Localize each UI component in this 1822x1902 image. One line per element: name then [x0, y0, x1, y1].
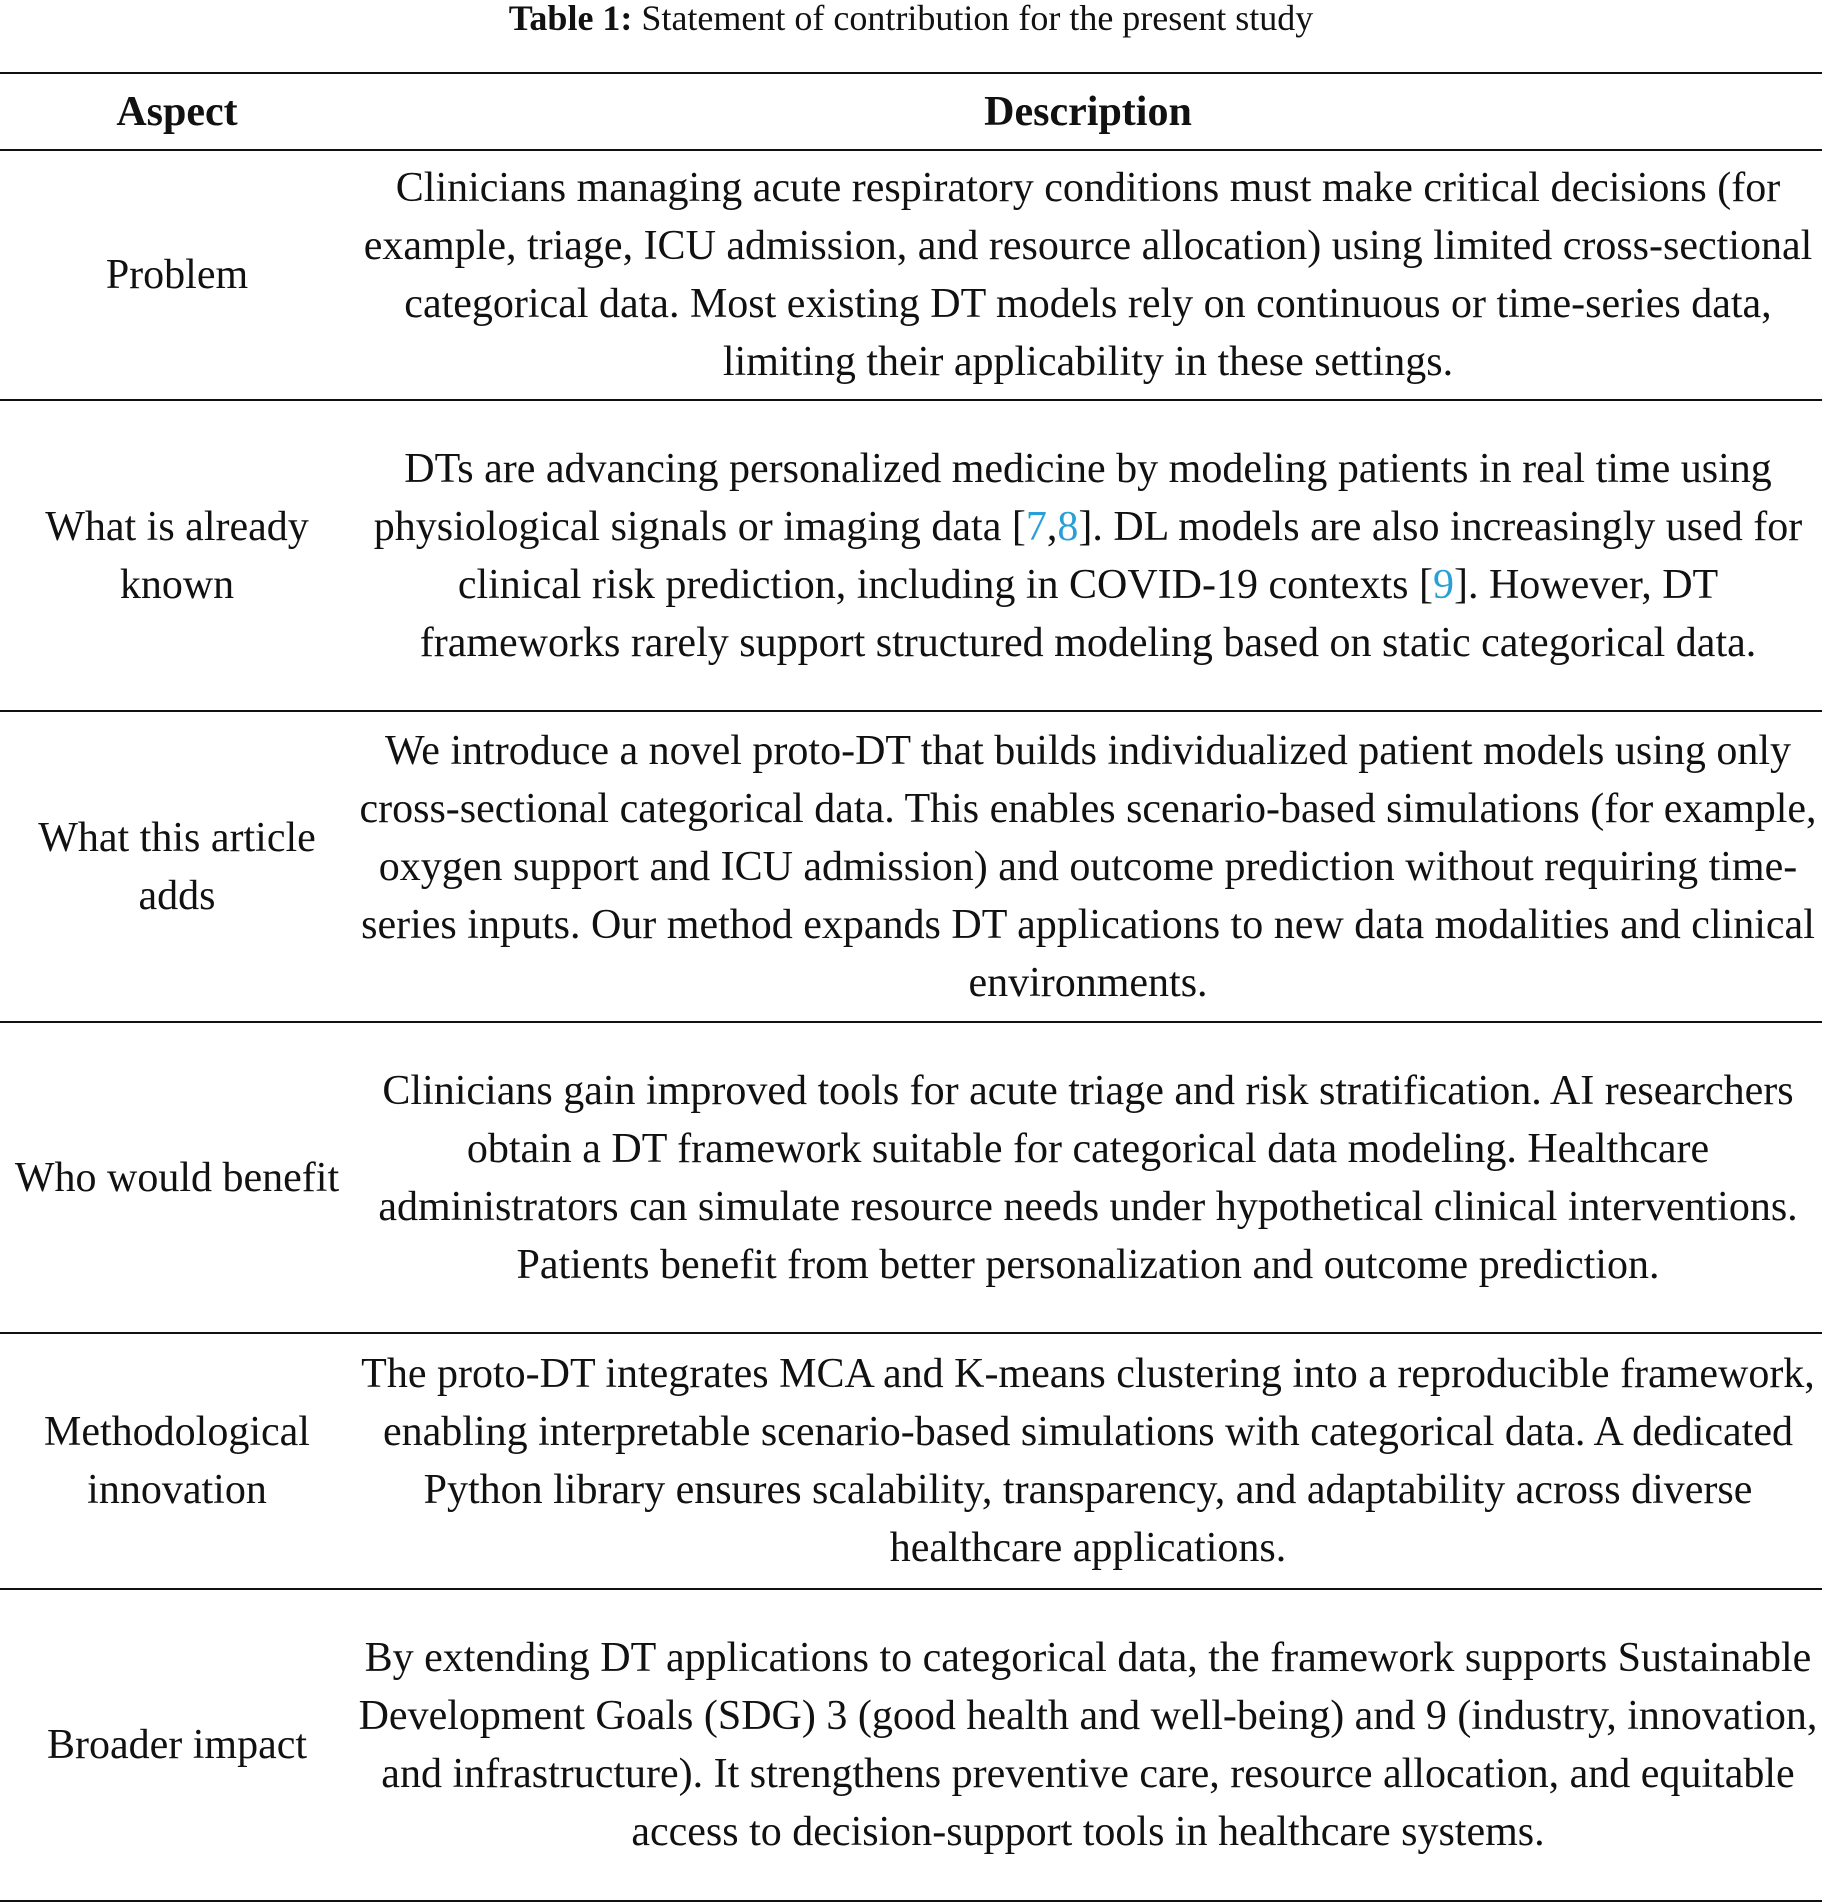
description-cell-already-known	[354, 400, 1822, 711]
citation-separator: ,	[1046, 503, 1058, 550]
aspect-cell-problem: Problem	[0, 150, 354, 400]
aspect-cell-broader-impact: Broader impact	[0, 1589, 354, 1901]
description-cell-problem: Clinicians managing acute respiratory conditions must make critical decisions (for example, triage, ICU admission, and resource allocation) using limited cross-sectional categorical data. Most existing DT models rely on continuous or time-series data, limiting their applicability in these settings.	[354, 150, 1822, 400]
description-text: ]. DL models are also increasingly used for clinical risk prediction, including in COVID-19 contexts [	[457, 503, 1803, 608]
table-caption-label: Table 1:	[508, 0, 633, 38]
table-row	[0, 1333, 1822, 1589]
description-cell-broader-impact: By extending DT applications to categorical data, the framework supports Sustainable Development Goals (SDG) 3 (good health and well-being) and 9 (industry, innovation, and infrastructure). It strengthens preventive care, resource allocation, and equitable access to decision-support tools in healthcare systems.	[354, 1589, 1822, 1901]
description-text: DTs are advancing personalized medicine by modeling patients in real time using physiological signals or imaging data [	[373, 445, 1772, 550]
contribution-table	[0, 72, 1822, 1902]
table-row	[0, 150, 1822, 400]
table-caption	[0, 0, 1822, 40]
aspect-cell-methodological-innovation: Methodological innovation	[0, 1333, 354, 1589]
citation-link-7[interactable]: 7	[1025, 503, 1047, 550]
table-caption-text: Statement of contribution for the present study	[641, 0, 1314, 38]
citation-link-8[interactable]: 8	[1057, 503, 1079, 550]
table-row	[0, 400, 1822, 711]
table-row	[0, 1022, 1822, 1333]
citation-link-9[interactable]: 9	[1432, 561, 1454, 608]
table-row	[0, 711, 1822, 1022]
description-text: ]. However, DT frameworks rarely support structured modeling based on static categorical data.	[419, 561, 1757, 666]
description-cell-methodological-innovation: The proto-DT integrates MCA and K-means clustering into a reproducible framework, enabling interpretable scenario-based simulations with categorical data. A dedicated Python library ensures scalability, transparency, and adaptability across diverse healthcare applications.	[354, 1333, 1822, 1589]
description-cell-article-adds: We introduce a novel proto-DT that builds individualized patient models using only cross-sectional categorical data. This enables scenario-based simulations (for example, oxygen support and ICU admission) and outcome prediction without requiring time-series inputs. Our method expands DT applications to new data modalities and clinical environments.	[354, 711, 1822, 1022]
column-header-aspect: Aspect	[0, 73, 354, 150]
aspect-cell-who-benefits: Who would benefit	[0, 1022, 354, 1333]
description-cell-who-benefits: Clinicians gain improved tools for acute triage and risk stratification. AI researchers obtain a DT framework suitable for categorical data modeling. Healthcare administrators can simulate resource needs under hypothetical clinical interventions. Patients benefit from better personalization and outcome prediction.	[354, 1022, 1822, 1333]
aspect-cell-already-known: What is already known	[0, 400, 354, 711]
table-header-row	[0, 73, 1822, 150]
table-row	[0, 1589, 1822, 1901]
aspect-cell-article-adds: What this article adds	[0, 711, 354, 1022]
column-header-description: Description	[354, 73, 1822, 150]
